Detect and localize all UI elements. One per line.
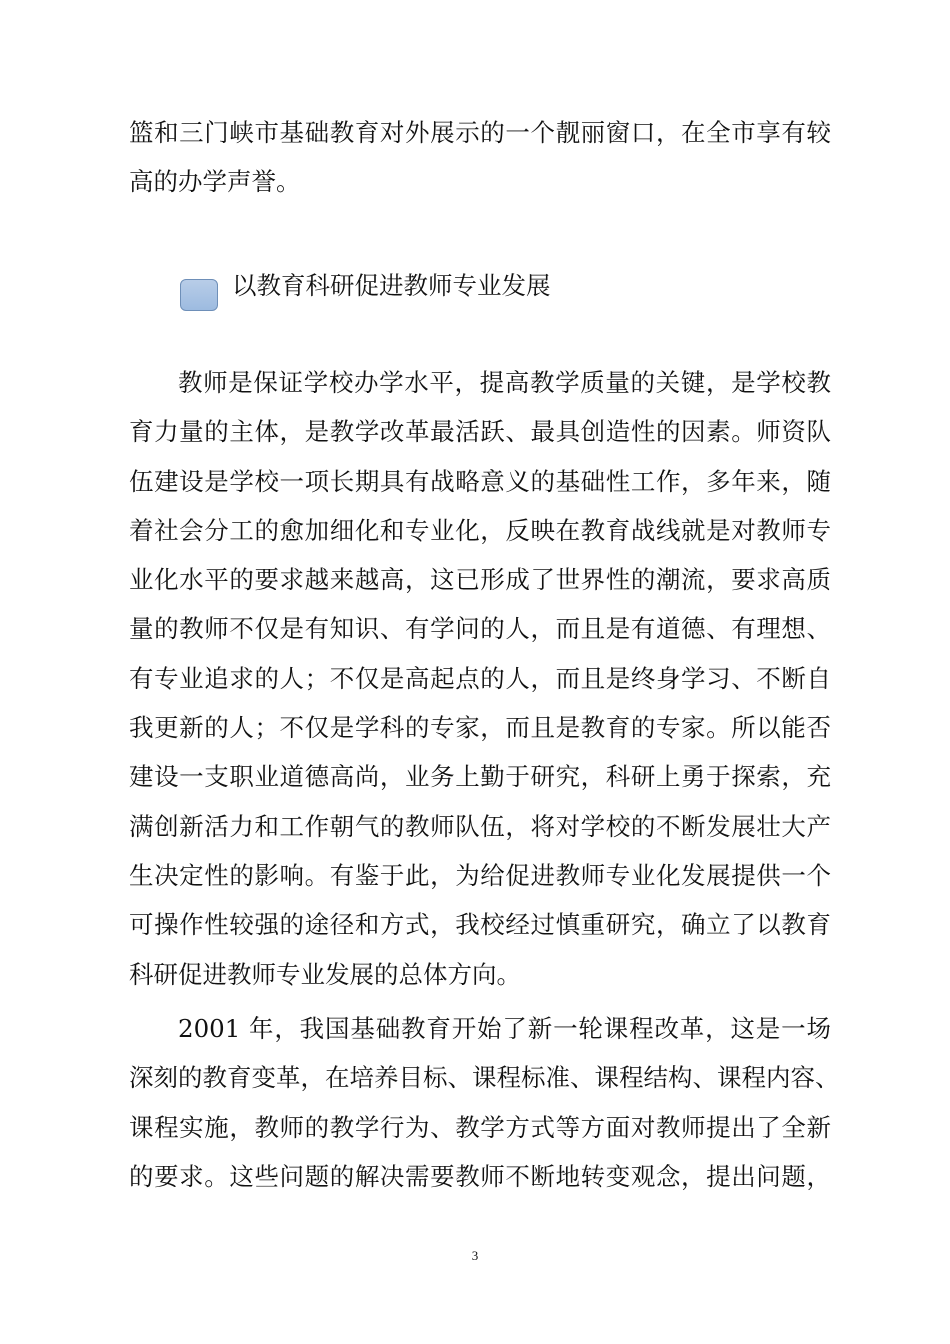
paragraph-continued <box>129 108 831 207</box>
section-heading <box>180 263 551 309</box>
text-line: 建设一支职业道德高尚，业务上勤于研究，科研上勇于探索，充 <box>129 762 831 792</box>
page-number: 3 <box>471 1248 479 1263</box>
text-line: 的要求。这些问题的解决需要教师不断地转变观念，提出问题， <box>129 1161 831 1191</box>
text-line: 育力量的主体，是教学改革最活跃、最具创造性的因素。师资队 <box>129 417 831 447</box>
text-line: 篮和三门峡市基础教育对外展示的一个靓丽窗口，在全市享有较 <box>129 118 831 147</box>
text-line: 我更新的人；不仅是学科的专家，而且是教育的专家。所以能否 <box>129 713 831 743</box>
text-line: 量的教师不仅是有知识、有学问的人，而且是有道德、有理想、 <box>129 614 831 644</box>
text-line: 业化水平的要求越来越高，这已形成了世界性的潮流，要求高质 <box>129 565 831 595</box>
text-line: 2001 年，我国基础教育开始了新一轮课程改革，这是一场 <box>178 1014 831 1043</box>
text-line: 满创新活力和工作朝气的教师队伍，将对学校的不断发展壮大产 <box>129 811 831 841</box>
text-line: 科研促进教师专业发展的总体方向。 <box>129 959 521 989</box>
text-line: 高的办学声誉。 <box>129 167 301 197</box>
text-line: 着社会分工的愈加细化和专业化，反映在教育战线就是对教师专 <box>129 515 831 545</box>
heading-box-icon <box>180 279 218 311</box>
text-line: 教师是保证学校办学水平，提高教学质量的关键，是学校教 <box>178 368 831 397</box>
section-heading-text: 以教育科研促进教师专业发展 <box>232 271 551 300</box>
text-line: 伍建设是学校一项长期具有战略意义的基础性工作，多年来，随 <box>129 466 831 496</box>
paragraph-teacher-development <box>129 358 831 999</box>
text-line: 可操作性较强的途径和方式，我校经过慎重研究，确立了以教育 <box>129 910 831 940</box>
text-line: 有专业追求的人；不仅是高起点的人，而且是终身学习、不断自 <box>129 663 831 693</box>
text-line: 生决定性的影响。有鉴于此，为给促进教师专业化发展提供一个 <box>129 860 831 890</box>
text-line: 深刻的教育变革，在培养目标、课程标准、课程结构、课程内容、 <box>129 1063 840 1093</box>
text-line: 课程实施，教师的教学行为、教学方式等方面对教师提出了全新 <box>129 1112 831 1142</box>
paragraph-curriculum-reform <box>129 1004 840 1201</box>
